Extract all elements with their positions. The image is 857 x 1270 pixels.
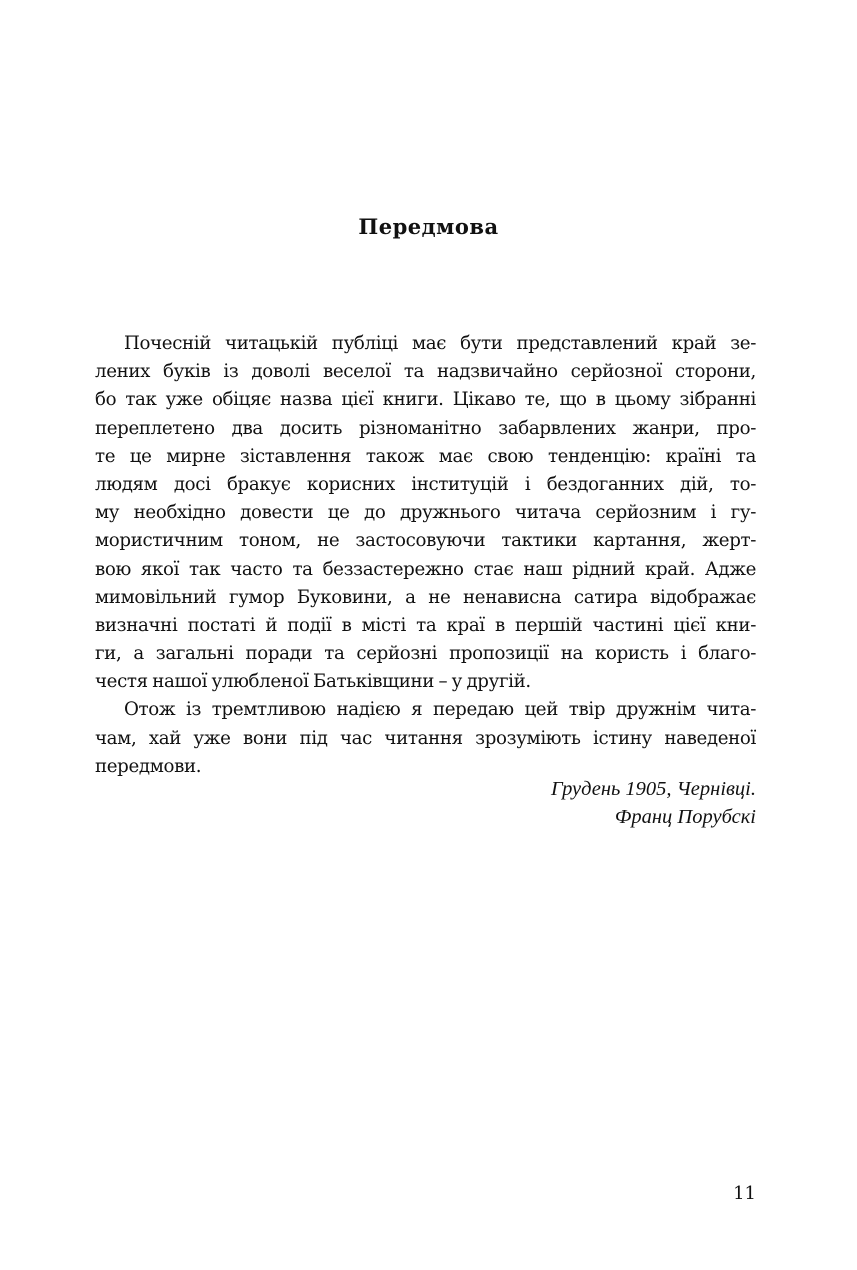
text-line: бо так уже обіцяє назва цієї книги. Цікаво те, що в цьому зібранні	[95, 389, 756, 411]
text-line: честя нашої улюбленої Батьківщини – у другій.	[95, 671, 531, 693]
body-text	[95, 330, 756, 781]
text-line: передмови.	[95, 755, 202, 777]
paragraph-1	[95, 330, 756, 696]
text-line: чам, хай уже вони під час читання зрозуміють істину наведеної	[95, 727, 756, 749]
text-line: лених буків із доволі веселої та надзвичайно серйозної сторони,	[95, 361, 756, 383]
text-line: визначні постаті й події в місті та краї в першій частині цієї кни-	[95, 614, 756, 636]
signature-date-place: Грудень 1905, Чернівці.	[550, 778, 756, 800]
text-line: Отож із тремтливою надією я передаю цей твір дружнім чита-	[124, 699, 756, 721]
text-line: Почесній читацькій публіці має бути представлений край зе-	[124, 333, 756, 354]
text-line: переплетено два досить різноманітно забарвлених жанри, про-	[95, 417, 756, 439]
text-line: мористичним тоном, не застосовуючи тактики картання, жерт-	[95, 530, 756, 552]
text-line: людям досі бракує корисних інституцій і бездоганних дій, то-	[95, 473, 756, 495]
text-line: мимовільний гумор Буковини, а не ненависна сатира відображає	[95, 586, 756, 608]
text-line: вою якої так часто та беззастережно стає наш рідний край. Адже	[95, 558, 756, 580]
text-line: ги, а загальні поради та серйозні пропозиції на користь і благо-	[95, 643, 756, 665]
page-number: 11	[733, 1183, 756, 1204]
text-line: те це мирне зіставлення також має свою тенденцію: країні та	[95, 445, 756, 467]
paragraph-2	[95, 696, 756, 781]
signature-author: Франц Порубскі	[614, 806, 756, 828]
text-line: му необхідно довести це до дружнього читача серйозним і гу-	[95, 502, 756, 524]
page-title: Передмова	[358, 214, 499, 239]
